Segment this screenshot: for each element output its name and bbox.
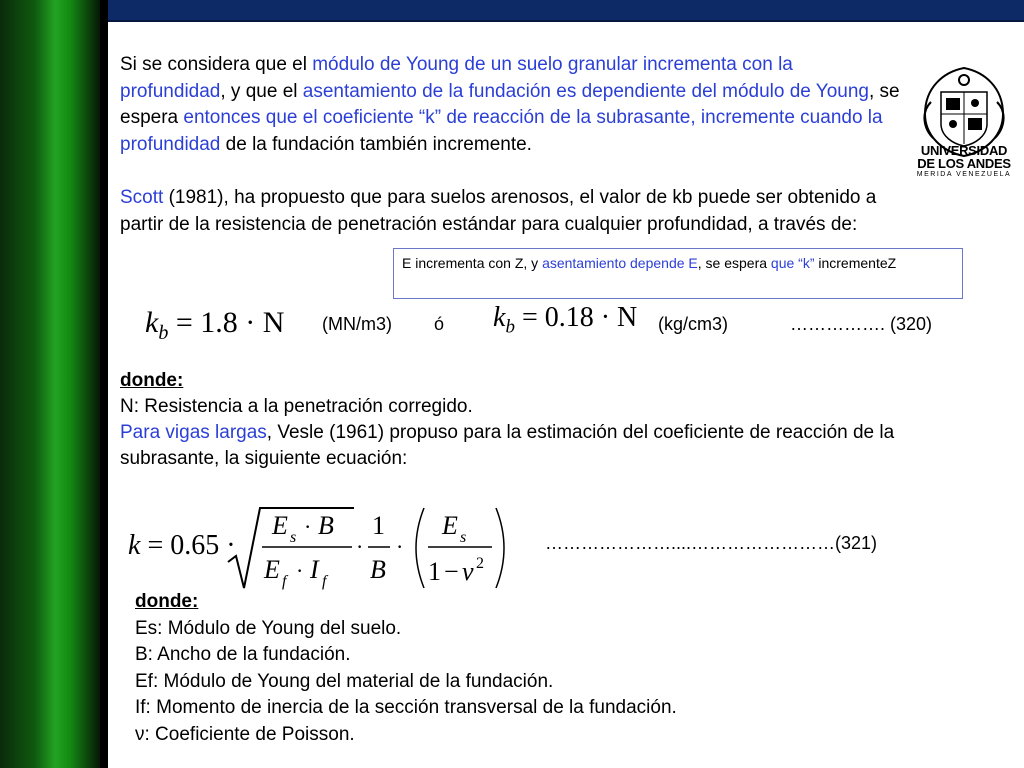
scott-paragraph: Scott (1981), ha propuesto que para suelos arenosos, el valor de kb puede ser obtenido a partir de la resistencia de penetración estándar para cualquier profundidad, a través de:	[120, 187, 877, 235]
donde-section-1: donde: N: Resistencia a la penetración corregido. Para vigas largas, Vesle (1961) propuso para la estimación del coeficiente de reacción de la subrasante, la siguiente ecuación:	[120, 368, 940, 472]
intro-paragraph: Si se considera que el módulo de Young de un suelo granular incrementa con la profundidad, y que el asentamiento de la fundación es dependiente del módulo de Young, se espera entonces que el coeficiente “k” de reacción de la subrasante, incremente cuando la profundidad de la fundación también incremente.	[120, 54, 900, 155]
equation-kb-mn: $k_b = 1.8 \cdot N$	[145, 306, 285, 344]
svg-text:f: f	[322, 573, 327, 590]
svg-text:E: E	[264, 555, 280, 584]
vigas-paragraph: Para vigas largas, Vesle (1961) propuso para la estimación del coeficiente de reacción de la subrasante, la siguiente ecuación:	[120, 422, 895, 469]
svg-text:−: −	[444, 557, 459, 586]
svg-text:·: ·	[356, 534, 364, 559]
logo-line-2: DE LOS ANDES	[917, 156, 1011, 171]
equation-number-320: ……………. (320)	[790, 314, 933, 334]
equation-kb-kg: $k_b = 0.18 \cdot N$	[493, 302, 638, 338]
svg-text:B: B	[318, 511, 334, 540]
svg-text:2: 2	[476, 555, 484, 572]
svg-text:B: B	[370, 555, 386, 584]
equation-number-321: …………………....……………………(321)	[545, 533, 878, 553]
unit-mn-m3: (MN/m3)	[322, 314, 392, 334]
left-green-bar	[0, 0, 100, 768]
logo-line-3: MERIDA VENEZUELA	[916, 171, 1012, 178]
svg-text:I: I	[310, 555, 319, 584]
left-black-strip	[100, 0, 108, 768]
unit-kg-cm3: (kg/cm3)	[658, 314, 729, 334]
equation-k-lhs: k = 0.65 ·	[128, 530, 236, 561]
svg-text:s: s	[460, 529, 467, 546]
svg-text:1: 1	[428, 557, 441, 586]
svg-text:ν: ν	[462, 557, 474, 586]
callout-note: E incrementa con Z, y asentamiento depende E, se espera que “k” incrementeZ	[393, 248, 963, 299]
svg-text:·: ·	[396, 534, 404, 559]
equation-k-fraction	[222, 500, 522, 595]
svg-text:f: f	[282, 573, 287, 590]
or-text: ó	[434, 314, 445, 334]
svg-text:1: 1	[372, 511, 385, 540]
svg-text:·: ·	[296, 558, 304, 583]
svg-text:E: E	[272, 511, 288, 540]
donde-section-2: donde: Es: Módulo de Young del suelo. B: Ancho de la fundación. Ef: Módulo de Young del material de la fundación. If: Momento de inercia de la sección transversal de la fundación. ν: Coeficiente de Poisson.	[135, 591, 677, 745]
svg-text:·: ·	[304, 514, 312, 539]
logo-line-1: UNIVERSIDAD	[920, 143, 1008, 158]
svg-text:E: E	[442, 511, 458, 540]
top-navy-bar	[108, 0, 1024, 22]
svg-text:s: s	[290, 529, 297, 546]
